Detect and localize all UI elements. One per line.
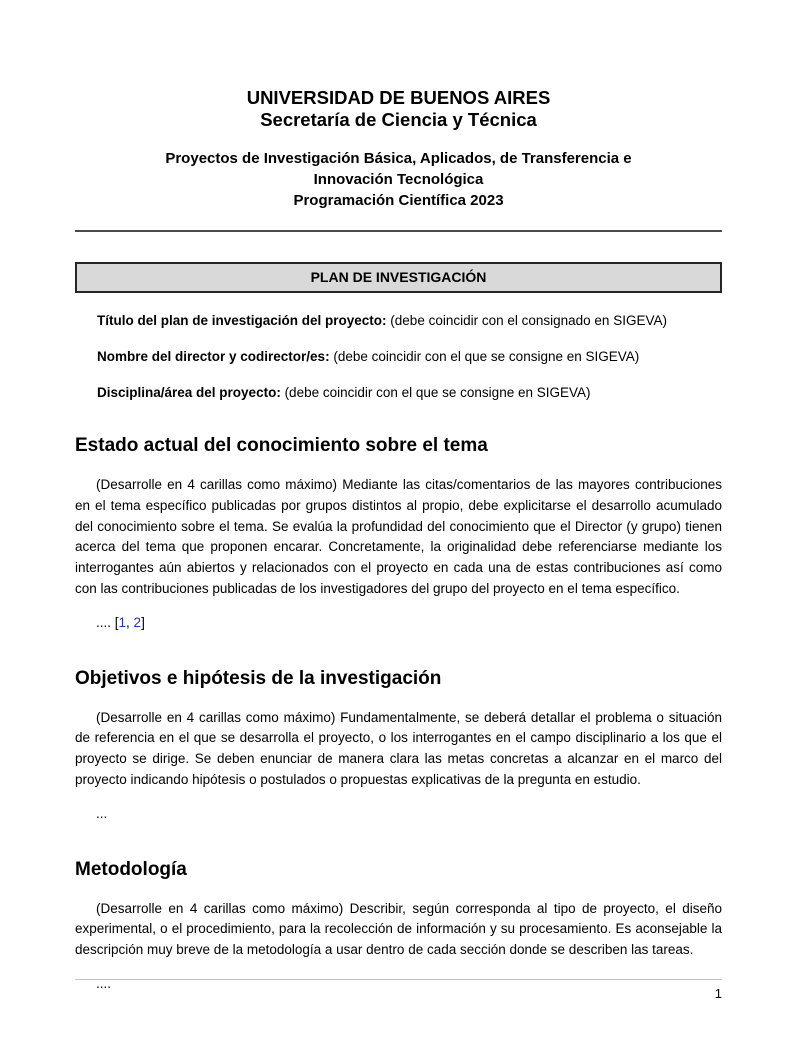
citation-line (75, 613, 722, 634)
field-project-title-note: (debe coincidir con el consignado en SIGEVA) (386, 313, 667, 328)
document-subtitle-line1: Proyectos de Investigación Básica, Aplicados, de Transferencia e (165, 150, 632, 167)
field-director-name (97, 348, 722, 365)
document-title-line1: UNIVERSIDAD DE BUENOS AIRES (246, 87, 551, 108)
citation-prefix: .... [ (96, 614, 119, 630)
plan-title-label: PLAN DE INVESTIGACIÓN (310, 269, 487, 285)
field-discipline-area (97, 384, 722, 401)
section-heading-estado-actual: Estado actual del conocimiento sobre el tema (75, 435, 488, 456)
section-heading-objetivos: Objetivos e hipótesis de la investigación (75, 667, 442, 689)
section-body-objetivos: (Desarrolle en 4 carillas como máximo) Fundamentalmente, se deberá detallar el problema o situación de referencia en el que se desarrolla el proyecto, o los interrogantes en el campo disciplinario a los que el proyecto se dirige. Se deben enunciar de manera clara las metas concretas a alcanzar en el marco del proyecto indicando hipótesis o postulados o propuestas explicativas de la pregunta en estudio. (75, 709, 722, 787)
page-number: 1 (714, 986, 722, 1001)
document-subtitle-line3: Programación Científica 2023 (293, 192, 504, 209)
section-heading-metodologia: Metodología (75, 858, 187, 880)
document-title-line2: Secretaría de Ciencia y Técnica (260, 109, 537, 130)
placeholder-objetivos: ... (96, 805, 108, 821)
citation-suffix: ] (141, 614, 145, 630)
citation-link-2[interactable]: 2 (133, 614, 142, 630)
plan-title-box (75, 262, 722, 293)
field-director-name-label: Nombre del director y codirector/es: (97, 349, 330, 364)
section-body-metodologia: (Desarrolle en 4 carillas como máximo) Describir, según corresponda al tipo de proyecto, el diseño experimental, o el procedimiento, para la recolección de información y su procesamiento. Es aconsejable la descripción muy breve de la metodología a usar dentro de cada sección donde se describen las tareas. (75, 900, 722, 958)
field-project-title (97, 312, 722, 329)
field-director-name-note: (debe coincidir con el que se consigne en SIGEVA) (329, 349, 640, 364)
citation-separator: , (126, 614, 134, 630)
citation-link-1[interactable]: 1 (118, 614, 127, 630)
document-subtitle (75, 148, 722, 211)
document-title (75, 87, 722, 131)
document-subtitle-line2: Innovación Tecnológica (313, 171, 484, 188)
field-list (75, 312, 722, 401)
field-discipline-area-label: Disciplina/área del proyecto: (97, 385, 281, 400)
header-divider-rule (75, 230, 722, 232)
placeholder-metodologia: .... (96, 975, 112, 991)
field-project-title-label: Título del plan de investigación del proyecto: (97, 313, 387, 328)
page-footer (75, 979, 722, 1001)
section-body-estado-actual: (Desarrolle en 4 carillas como máximo) Mediante las citas/comentarios de las mayores contribuciones en el tema específico publicadas por grupos distintos al propio, debe explicitarse el desarrollo acumulado del conocimiento sobre el tema. Se evalúa la profundidad del conocimiento que el Director (y grupo) tienen acerca del tema que proponen encarar. Concretamente, la originalidad debe referenciarse mediante los interrogantes aún abiertos y relacionados con el proyecto en cada una de estas contribuciones así como con las contribuciones publicadas de los investigadores del grupo del proyecto en el tema específico. (75, 477, 722, 596)
field-discipline-area-note: (debe coincidir con el que se consigne en SIGEVA) (280, 385, 591, 400)
